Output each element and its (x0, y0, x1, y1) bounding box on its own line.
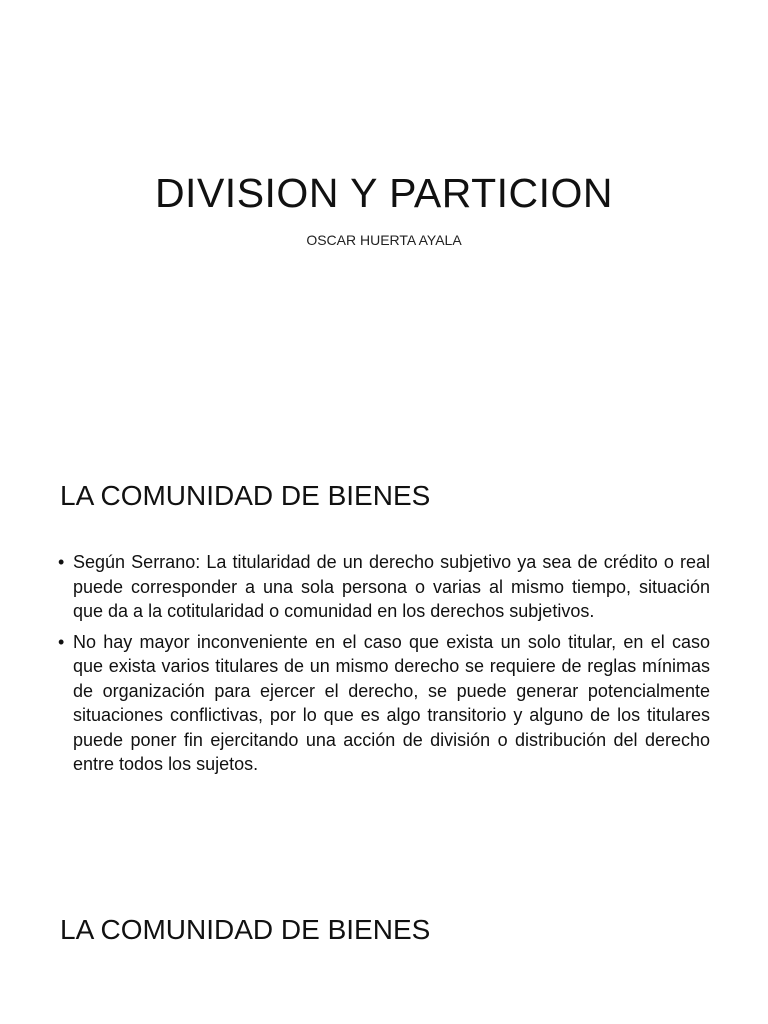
bullet-item (58, 550, 710, 624)
bullet-item (58, 630, 710, 777)
title-slide (0, 0, 768, 430)
presentation-title: DIVISION Y PARTICION (154, 170, 614, 216)
bullet-list (58, 550, 710, 783)
bullet-icon: • (58, 631, 65, 652)
presentation-author: OSCAR HUERTA AYALA (306, 232, 462, 248)
bullet-text: Según Serrano: La titularidad de un derecho subjetivo ya sea de crédito o real puede corresponder a una sola persona o varias al mismo tiempo, situación que da a la cotitularidad o comunidad en los derechos subjetivos. (73, 552, 710, 621)
bullet-text: No hay mayor inconveniente en el caso que exista un solo titular, en el caso que exista varios titulares de un mismo derecho se requiere de reglas mínimas de organización para ejercer el derecho, se puede generar potencialmente situaciones conflictivas, por lo que es algo transitorio y alguno de los titulares puede poner fin ejercitando una acción de división o distribución del derecho entre todos los sujetos. (73, 631, 710, 774)
content-slide-1 (0, 430, 768, 870)
slide-heading: LA COMUNIDAD DE BIENES (60, 480, 431, 511)
bullet-icon: • (58, 552, 65, 572)
content-slide-2 (0, 870, 768, 1024)
slide-heading: LA COMUNIDAD DE BIENES (60, 914, 431, 945)
